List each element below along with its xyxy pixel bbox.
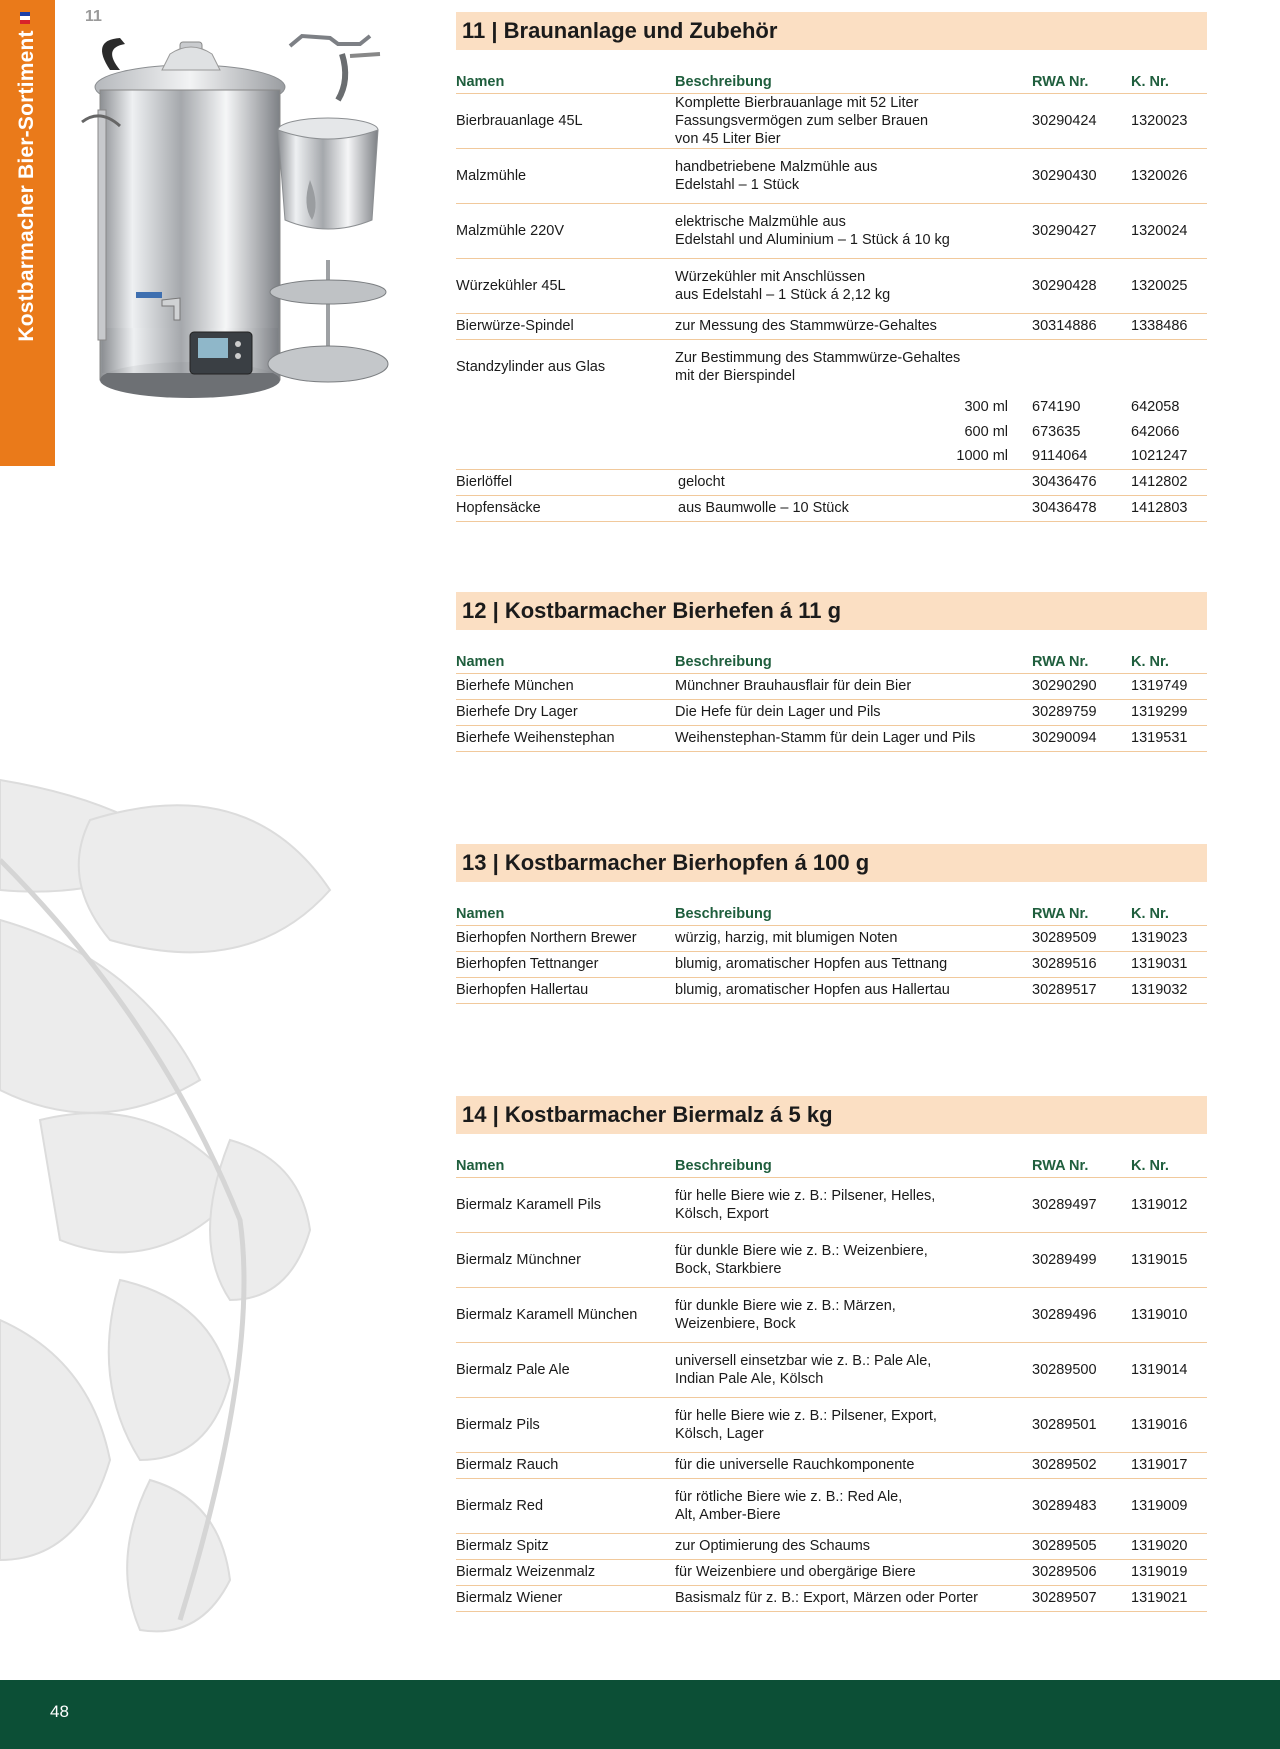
k-number: 1320023 bbox=[1131, 93, 1207, 148]
product-name: Malzmühle bbox=[456, 148, 675, 203]
product-name: Bierhefe Weihenstephan bbox=[456, 725, 675, 751]
product-name: Bierhefe Dry Lager bbox=[456, 699, 675, 725]
rwa-number: 30290290 bbox=[1032, 673, 1131, 699]
table-header-row bbox=[456, 1155, 1207, 1177]
product-name: Biermalz Karamell München bbox=[456, 1287, 675, 1342]
section-brewing-equipment bbox=[456, 12, 1207, 522]
table-row bbox=[456, 1585, 1207, 1611]
section-title: 14 | Kostbarmacher Biermalz á 5 kg bbox=[462, 1102, 833, 1127]
table-header-row bbox=[456, 651, 1207, 673]
plate-upper bbox=[270, 280, 386, 304]
k-number: 642058 bbox=[1131, 398, 1180, 415]
k-number bbox=[1131, 339, 1207, 394]
section-header bbox=[456, 1096, 1207, 1134]
k-number: 642066 bbox=[1131, 423, 1180, 440]
rwa-number: 30289759 bbox=[1032, 699, 1131, 725]
product-name: Biermalz Weizenmalz bbox=[456, 1559, 675, 1585]
item-number: 11 bbox=[85, 8, 102, 25]
flag-icon bbox=[20, 12, 30, 24]
table-row bbox=[456, 977, 1207, 1003]
table-row bbox=[456, 725, 1207, 751]
product-name: Bierlöffel bbox=[456, 469, 675, 495]
column-header-name: Namen bbox=[456, 1155, 675, 1177]
column-header-rwa: RWA Nr. bbox=[1032, 71, 1131, 93]
rwa-number: 30290428 bbox=[1032, 258, 1131, 313]
column-header-rwa: RWA Nr. bbox=[1032, 1155, 1131, 1177]
product-description: Münchner Brauhausflair für dein Bier bbox=[675, 673, 1032, 699]
product-name: Biermalz Spitz bbox=[456, 1533, 675, 1559]
k-number: 1319017 bbox=[1131, 1452, 1207, 1478]
product-description: für helle Biere wie z. B.: Pilsener, Helles, Kölsch, Export bbox=[675, 1177, 1032, 1232]
product-description: Komplette Bierbrauanlage mit 52 Liter Fassungsvermögen zum selber Brauen von 45 Liter Bier bbox=[675, 93, 1032, 148]
product-description: zur Messung des Stammwürze-Gehaltes bbox=[675, 313, 1032, 339]
k-number: 1319749 bbox=[1131, 673, 1207, 699]
rwa-number bbox=[1032, 339, 1131, 394]
rwa-number: 30289501 bbox=[1032, 1397, 1131, 1452]
table-header-row bbox=[456, 71, 1207, 93]
column-header-description: Beschreibung bbox=[675, 1155, 1032, 1177]
product-description: für die universelle Rauchkomponente bbox=[675, 1452, 1032, 1478]
k-number: 1319014 bbox=[1131, 1342, 1207, 1397]
product-description: Zur Bestimmung des Stammwürze-Gehaltes mit der Bierspindel bbox=[675, 349, 961, 384]
product-description: aus Baumwolle – 10 Stück bbox=[675, 495, 1032, 521]
product-description: für helle Biere wie z. B.: Pilsener, Export, Kölsch, Lager bbox=[675, 1397, 1032, 1452]
side-tab-label: Kostbarmacher Bier-Sortiment bbox=[15, 30, 38, 342]
table-row bbox=[456, 1232, 1207, 1287]
rwa-number: 30289509 bbox=[1032, 925, 1131, 951]
product-name: Bierwürze-Spindel bbox=[456, 313, 675, 339]
column-header-knr: K. Nr. bbox=[1131, 71, 1207, 93]
product-description: blumig, aromatischer Hopfen aus Tettnang bbox=[675, 951, 1032, 977]
section-title: 13 | Kostbarmacher Bierhopfen á 100 g bbox=[462, 850, 870, 875]
rwa-number: 30290430 bbox=[1032, 148, 1131, 203]
product-description: Würzekühler mit Anschlüssen aus Edelstahl – 1 Stück á 2,12 kg bbox=[675, 258, 1032, 313]
rwa-number: 30290427 bbox=[1032, 203, 1131, 258]
column-header-knr: K. Nr. bbox=[1131, 1155, 1207, 1177]
k-number: 1319020 bbox=[1131, 1533, 1207, 1559]
table-row bbox=[456, 469, 1207, 495]
size-row bbox=[456, 444, 1207, 469]
product-description: elektrische Malzmühle aus Edelstahl und Aluminium – 1 Stück á 10 kg bbox=[675, 203, 1032, 258]
table-row bbox=[456, 258, 1207, 313]
section-yeast bbox=[456, 592, 1207, 752]
product-table bbox=[456, 651, 1207, 752]
product-name: Bierhopfen Northern Brewer bbox=[456, 925, 675, 951]
product-name: Biermalz Münchner bbox=[456, 1232, 675, 1287]
product-description: würzig, harzig, mit blumigen Noten bbox=[675, 925, 1032, 951]
product-description: für Weizenbiere und obergärige Biere bbox=[675, 1559, 1032, 1585]
k-number: 1338486 bbox=[1131, 313, 1207, 339]
table-row bbox=[456, 951, 1207, 977]
k-number: 1319032 bbox=[1131, 977, 1207, 1003]
k-number: 1021247 bbox=[1131, 444, 1207, 469]
product-name: Biermalz Karamell Pils bbox=[456, 1177, 675, 1232]
table-row bbox=[456, 313, 1207, 339]
rwa-number: 30289505 bbox=[1032, 1533, 1131, 1559]
table-row bbox=[456, 93, 1207, 148]
k-number: 1412802 bbox=[1131, 469, 1207, 495]
table-row bbox=[456, 1533, 1207, 1559]
pump-hose bbox=[102, 38, 125, 70]
table-row bbox=[456, 699, 1207, 725]
product-description: gelocht bbox=[675, 469, 1032, 495]
rwa-number: 30289497 bbox=[1032, 1177, 1131, 1232]
rwa-number: 30289506 bbox=[1032, 1559, 1131, 1585]
hop-branch-illustration bbox=[0, 760, 420, 1640]
product-table bbox=[456, 71, 1207, 522]
rwa-number: 30314886 bbox=[1032, 313, 1131, 339]
section-malt bbox=[456, 1096, 1207, 1612]
rwa-number: 673635 bbox=[1032, 423, 1081, 440]
column-header-name: Namen bbox=[456, 903, 675, 925]
rwa-number: 30289502 bbox=[1032, 1452, 1131, 1478]
size-row bbox=[456, 394, 1207, 419]
column-header-name: Namen bbox=[456, 71, 675, 93]
page-footer bbox=[0, 1680, 1280, 1749]
product-description: für dunkle Biere wie z. B.: Weizenbiere, Bock, Starkbiere bbox=[675, 1232, 1032, 1287]
table-row bbox=[456, 203, 1207, 258]
rwa-number: 30289517 bbox=[1032, 977, 1131, 1003]
size-label: 300 ml bbox=[964, 398, 1008, 415]
table-row bbox=[456, 673, 1207, 699]
product-description: Die Hefe für dein Lager und Pils bbox=[675, 699, 1032, 725]
rwa-number: 9114064 bbox=[1032, 444, 1131, 469]
k-number: 1319012 bbox=[1131, 1177, 1207, 1232]
size-row bbox=[456, 419, 1207, 444]
section-header bbox=[456, 12, 1207, 50]
table-row bbox=[456, 148, 1207, 203]
column-header-knr: K. Nr. bbox=[1131, 651, 1207, 673]
product-name: Bierhopfen Tettnanger bbox=[456, 951, 675, 977]
column-header-rwa: RWA Nr. bbox=[1032, 651, 1131, 673]
product-name: Bierhefe München bbox=[456, 673, 675, 699]
product-name: Biermalz Pils bbox=[456, 1397, 675, 1452]
product-table bbox=[456, 903, 1207, 1004]
table-row bbox=[456, 495, 1207, 521]
table-row bbox=[456, 1287, 1207, 1342]
column-header-rwa: RWA Nr. bbox=[1032, 903, 1131, 925]
k-number: 1319031 bbox=[1131, 951, 1207, 977]
rwa-number: 30290094 bbox=[1032, 725, 1131, 751]
k-number: 1319010 bbox=[1131, 1287, 1207, 1342]
table-row bbox=[456, 339, 1207, 394]
product-description: blumig, aromatischer Hopfen aus Hallertau bbox=[675, 977, 1032, 1003]
brewing-equipment-illustration bbox=[80, 30, 440, 430]
table-row bbox=[456, 1177, 1207, 1232]
product-name: Bierhopfen Hallertau bbox=[456, 977, 675, 1003]
column-header-description: Beschreibung bbox=[675, 651, 1032, 673]
product-name: Biermalz Pale Ale bbox=[456, 1342, 675, 1397]
product-description: für dunkle Biere wie z. B.: Märzen, Weizenbiere, Bock bbox=[675, 1287, 1032, 1342]
product-name: Würzekühler 45L bbox=[456, 258, 675, 313]
product-description: Basismalz für z. B.: Export, Märzen oder Porter bbox=[675, 1585, 1032, 1611]
size-label: 600 ml bbox=[964, 423, 1008, 440]
product-name: Biermalz Wiener bbox=[456, 1585, 675, 1611]
k-number: 1319021 bbox=[1131, 1585, 1207, 1611]
k-number: 1412803 bbox=[1131, 495, 1207, 521]
rwa-number: 30436478 bbox=[1032, 495, 1131, 521]
section-header bbox=[456, 844, 1207, 882]
table-row bbox=[456, 1342, 1207, 1397]
k-number: 1320025 bbox=[1131, 258, 1207, 313]
category-side-tab bbox=[0, 0, 55, 466]
k-number: 1319023 bbox=[1131, 925, 1207, 951]
table-row bbox=[456, 1478, 1207, 1533]
rwa-number: 30289500 bbox=[1032, 1342, 1131, 1397]
product-description: universell einsetzbar wie z. B.: Pale Ale, Indian Pale Ale, Kölsch bbox=[675, 1342, 1032, 1397]
product-name: Standzylinder aus Glas bbox=[456, 358, 606, 375]
table-row bbox=[456, 1452, 1207, 1478]
product-name: Bierbrauanlage 45L bbox=[456, 93, 675, 148]
product-name: Biermalz Red bbox=[456, 1478, 675, 1533]
rwa-number: 674190 bbox=[1032, 398, 1081, 415]
k-number: 1320026 bbox=[1131, 148, 1207, 203]
size-label: 1000 ml bbox=[675, 444, 1032, 469]
product-description: Weihenstephan-Stamm für dein Lager und Pils bbox=[675, 725, 1032, 751]
product-name: Biermalz Rauch bbox=[456, 1452, 675, 1478]
table-row bbox=[456, 1559, 1207, 1585]
product-table bbox=[456, 1155, 1207, 1612]
section-hops bbox=[456, 844, 1207, 1004]
k-number: 1320024 bbox=[1131, 203, 1207, 258]
k-number: 1319019 bbox=[1131, 1559, 1207, 1585]
k-number: 1319299 bbox=[1131, 699, 1207, 725]
product-name: Malzmühle 220V bbox=[456, 203, 675, 258]
section-header bbox=[456, 592, 1207, 630]
product-description: für rötliche Biere wie z. B.: Red Ale, Alt, Amber-Biere bbox=[675, 1478, 1032, 1533]
plate-lower bbox=[268, 346, 388, 382]
column-header-knr: K. Nr. bbox=[1131, 903, 1207, 925]
rwa-number: 30289516 bbox=[1032, 951, 1131, 977]
malt-basket bbox=[278, 130, 378, 229]
column-header-description: Beschreibung bbox=[675, 903, 1032, 925]
column-header-name: Namen bbox=[456, 651, 675, 673]
section-title: 12 | Kostbarmacher Bierhefen á 11 g bbox=[462, 598, 842, 623]
k-number: 1319015 bbox=[1131, 1232, 1207, 1287]
product-description: zur Optimierung des Schaums bbox=[675, 1533, 1032, 1559]
rwa-number: 30289496 bbox=[1032, 1287, 1131, 1342]
wort-chiller bbox=[290, 36, 370, 46]
product-description: handbetriebene Malzmühle aus Edelstahl – 1 Stück bbox=[675, 148, 1032, 203]
k-number: 1319009 bbox=[1131, 1478, 1207, 1533]
table-header-row bbox=[456, 903, 1207, 925]
k-number: 1319016 bbox=[1131, 1397, 1207, 1452]
column-header-description: Beschreibung bbox=[675, 71, 1032, 93]
rwa-number: 30289483 bbox=[1032, 1478, 1131, 1533]
rwa-number: 30290424 bbox=[1032, 93, 1131, 148]
section-title: 11 | Braunanlage und Zubehör bbox=[462, 18, 778, 43]
rwa-number: 30436476 bbox=[1032, 469, 1131, 495]
table-row bbox=[456, 925, 1207, 951]
product-name: Hopfensäcke bbox=[456, 495, 675, 521]
rwa-number: 30289499 bbox=[1032, 1232, 1131, 1287]
table-row bbox=[456, 1397, 1207, 1452]
k-number: 1319531 bbox=[1131, 725, 1207, 751]
rwa-number: 30289507 bbox=[1032, 1585, 1131, 1611]
page-number: 48 bbox=[50, 1702, 69, 1721]
